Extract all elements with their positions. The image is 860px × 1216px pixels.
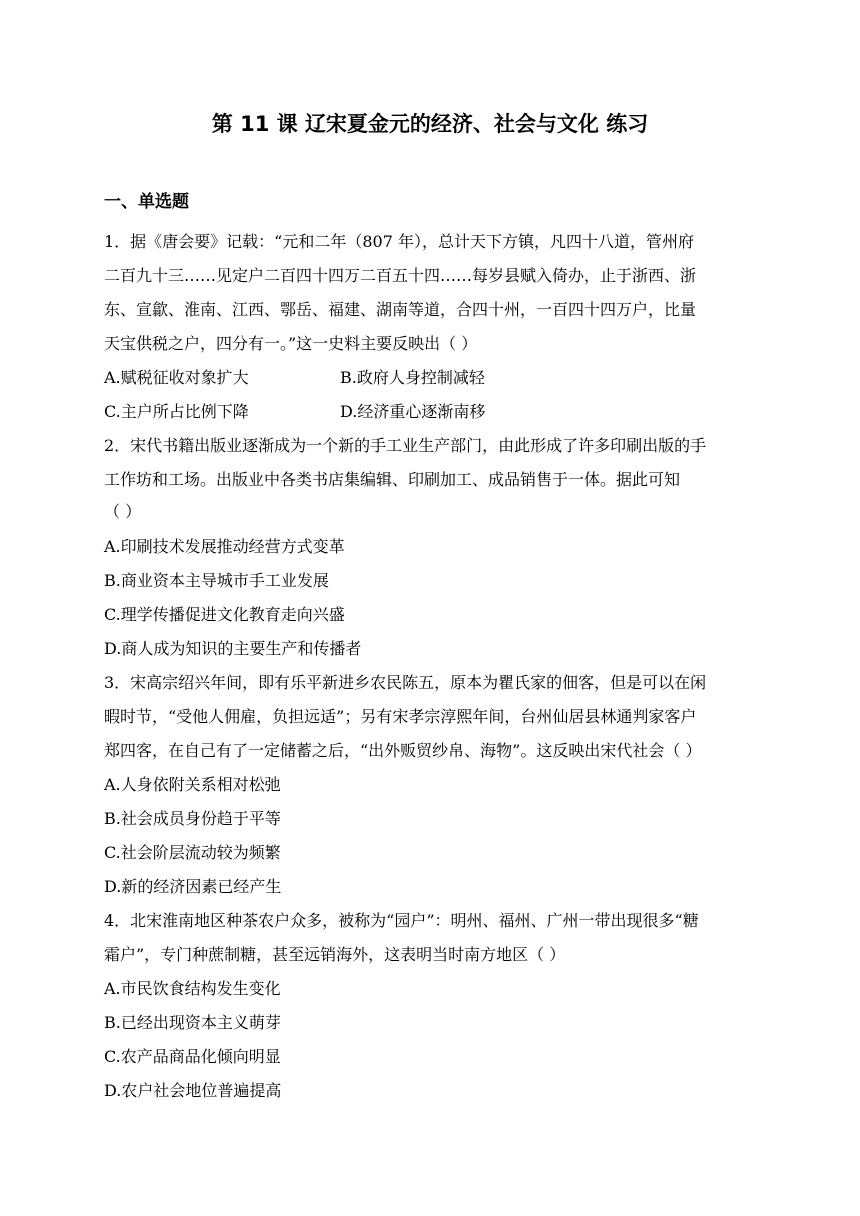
question-3-line-2: 暇时节，“受他人佣雇，负担远适”；另有宋孝宗淳熙年间，台州仙居县林通判家客户 [104,707,697,726]
question-1-option-c[interactable]: C.主户所占比例下降 [104,402,249,421]
question-2-option-c[interactable]: C.理学传播促进文化教育走向兴盛 [104,605,345,624]
question-1-option-d[interactable]: D.经济重心逐渐南移 [340,402,486,421]
question-3-option-d[interactable]: D.新的经济因素已经产生 [104,877,282,896]
question-4-option-a[interactable]: A.市民饮食结构发生变化 [104,979,281,998]
question-1-options-row-1 [104,364,764,392]
question-4-line-2: 霜户”，专门种蔗制糖，甚至远销海外，这表明当时南方地区（ ） [104,945,566,964]
question-3-line-1: 3．宋高宗绍兴年间，即有乐平新进乡农民陈五，原本为瞿氏家的佃客，但是可以在闲 [104,673,707,692]
question-1-line-3: 东、宣歙、淮南、江西、鄂岳、福建、湖南等道，合四十州，一百四十四万户，比量 [104,300,697,319]
section-heading: 一、单选题 [104,192,189,212]
page-title: 第 11 课 辽宋夏金元的经济、社会与文化 练习 [211,112,649,136]
question-1-option-b[interactable]: B.政府人身控制减轻 [340,368,485,387]
question-2-option-b[interactable]: B.商业资本主导城市手工业发展 [104,571,329,590]
question-4-line-1: 4．北宋淮南地区种茶农户众多，被称为“园户”：明州、福州、广州一带出现很多“糖 [104,911,699,930]
question-1-option-a[interactable]: A.赋税征收对象扩大 [104,368,249,387]
question-2-line-3: （ ） [104,502,142,521]
question-1-line-4: 天宝供税之户，四分有一。”这一史料主要反映出（ ） [104,334,478,353]
question-2-option-d[interactable]: D.商人成为知识的主要生产和传播者 [104,639,362,658]
question-4-option-b[interactable]: B.已经出现资本主义萌芽 [104,1013,281,1032]
question-3-line-3: 郑四客，在自己有了一定储蓄之后，“出外贩贸纱帛、海物”。这反映出宋代社会（ ） [104,741,702,760]
question-3-option-c[interactable]: C.社会阶层流动较为频繁 [104,843,281,862]
question-3-option-a[interactable]: A.人身依附关系相对松弛 [104,775,281,794]
question-4-option-c[interactable]: C.农产品商品化倾向明显 [104,1047,281,1066]
question-2-line-2: 工作坊和工场。出版业中各类书店集编辑、印刷加工、成品销售于一体。据此可知 [104,470,681,489]
question-4-option-d[interactable]: D.农户社会地位普遍提高 [104,1081,282,1100]
question-2-line-1: 2．宋代书籍出版业逐渐成为一个新的手工业生产部门，由此形成了许多印刷出版的手 [104,436,707,455]
question-3-option-b[interactable]: B.社会成员身份趋于平等 [104,809,281,828]
question-1-line-2: 二百九十三……见定户二百四十四万二百五十四……每岁县赋入倚办，止于浙西、浙 [104,266,697,285]
question-2-option-a[interactable]: A.印刷技术发展推动经营方式变革 [104,537,345,556]
question-1-line-1: 1．据《唐会要》记载：“元和二年（807 年），总计天下方镇，凡四十八道，管州府 [104,232,694,251]
question-1-options-row-2 [104,398,764,426]
